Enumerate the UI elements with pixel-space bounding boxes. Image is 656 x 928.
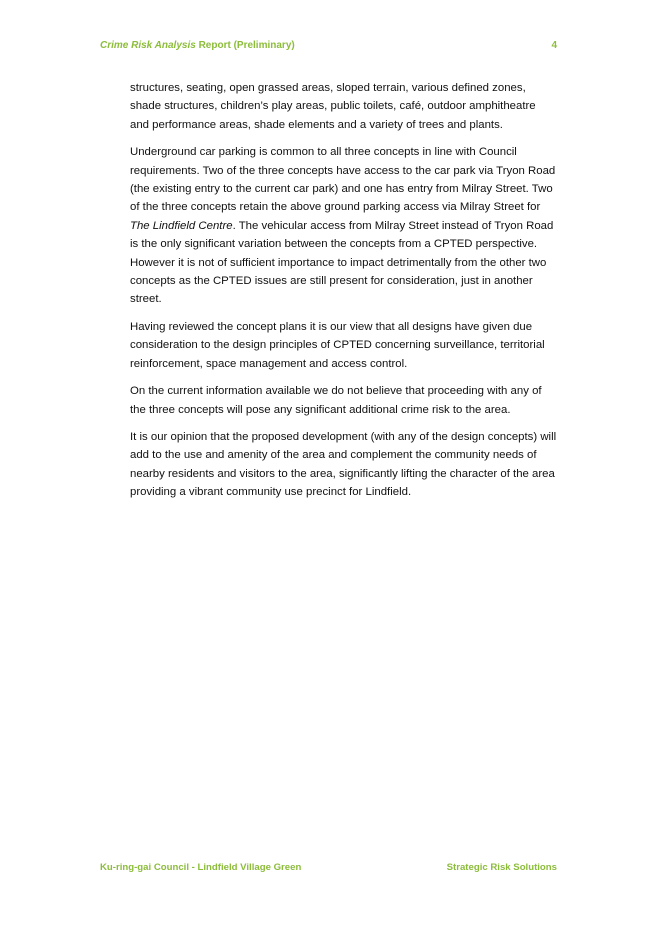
paragraph-5: It is our opinion that the proposed development (with any of the design concepts) will add to the use and amenity of the area and complement the community needs of nearby residents and visitors to the area, significantly lifting the character of the area providing a vibrant community use precinct for Lindfield. xyxy=(130,430,557,499)
footer-right: Strategic Risk Solutions xyxy=(446,862,557,873)
page-header xyxy=(100,40,557,54)
paragraph-4: On the current information available we do not believe that proceeding with any of the three concepts will pose any significant additional crime risk to the area. xyxy=(130,385,542,416)
paragraph-2 xyxy=(130,143,557,309)
paragraph-2-text-b: . The vehicular access from Milray Street instead of Tryon Road is the only significant variation between the concepts from a CPTED perspective. However it is not of sufficient importance to impact detrimentally from the other two concepts as the CPTED issues are still present for consideration, just in another street. xyxy=(130,219,554,306)
header-title-rest: Report (Preliminary) xyxy=(195,40,295,51)
document-body xyxy=(130,79,557,511)
header-title-italic: Crime Risk Analysis xyxy=(100,40,196,51)
paragraph-2-italic: The Lindfield Centre xyxy=(130,219,233,232)
footer-left: Ku-ring-gai Council - Lindfield Village Green xyxy=(100,862,302,873)
page-footer xyxy=(100,862,557,876)
header-title xyxy=(100,40,295,51)
page-number: 4 xyxy=(551,40,557,51)
paragraph-1: structures, seating, open grassed areas, sloped terrain, various defined zones, shade structures, children’s play areas, public toilets, café, outdoor amphitheatre and performance areas, shade elements and a variety of trees and plants. xyxy=(130,82,536,131)
paragraph-3: Having reviewed the concept plans it is our view that all designs have given due consideration to the design principles of CPTED concerning surveillance, territorial reinforcement, space management and access control. xyxy=(130,320,545,370)
paragraph-2-text-a: Underground car parking is common to all three concepts in line with Council requirements. Two of the three concepts have access to the car park via Tryon Road (the existing entry to the current car park) and one has entry from Milray Street. Two of the three concepts retain the above ground parking access via Milray Street for xyxy=(130,146,556,214)
